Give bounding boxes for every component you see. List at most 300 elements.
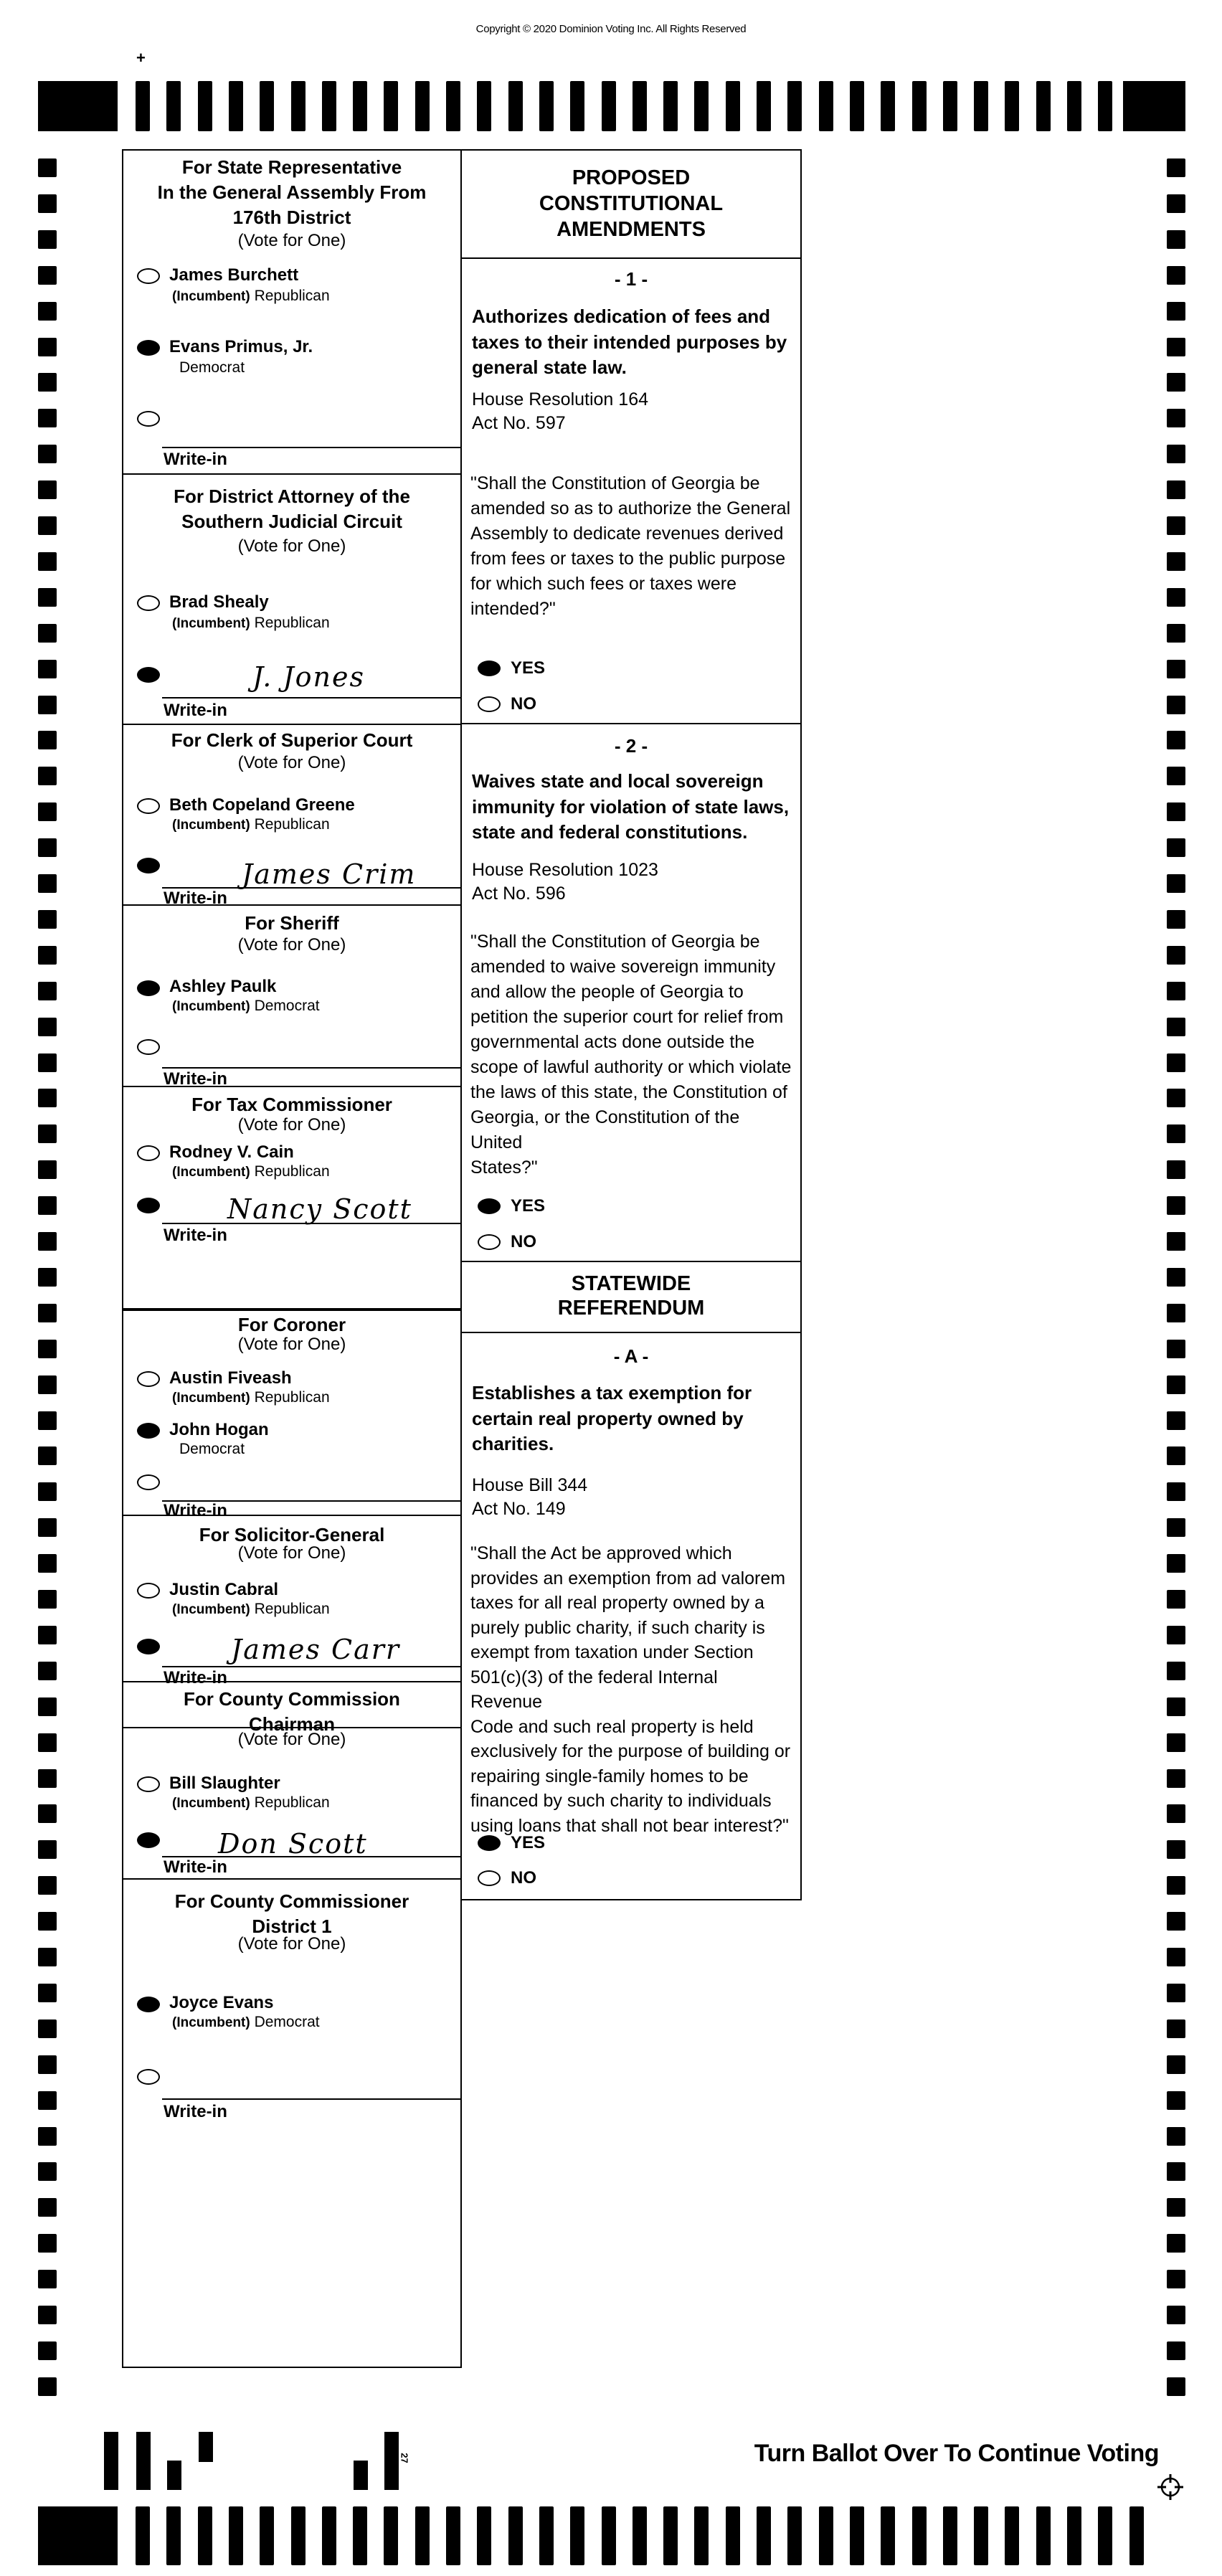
timing-bar [322,81,336,131]
candidate-oval-bill-slaughter[interactable] [137,1776,160,1792]
timing-bar [694,81,709,131]
timing-mark [1167,1733,1185,1752]
timing-mark [1167,2162,1185,2181]
timing-bar [1036,2506,1051,2565]
timing-mark [1167,1089,1185,1107]
timing-mark [38,1769,57,1788]
candidate-name: John Hogan [169,1420,269,1439]
write-in-oval[interactable] [137,411,160,427]
timing-bar [229,2506,243,2565]
timing-mark [38,1053,57,1072]
write-in-label: Write-in [164,1226,227,1245]
timing-bar [446,2506,460,2565]
candidate-oval-james-burchett[interactable] [137,268,160,284]
timing-mark [1167,480,1185,499]
timing-mark [38,660,57,678]
timing-mark [38,838,57,857]
write-in-handwriting[interactable]: Don Scott [218,1828,368,1860]
no-oval[interactable] [478,1234,501,1250]
timing-mark [1167,2341,1185,2360]
write-in-line[interactable] [162,697,460,699]
timing-mark [1167,516,1185,535]
timing-mark [38,552,57,571]
timing-bar [477,2506,491,2565]
question-text: "Shall the Act be approved which provides an exemption from ad valorem taxes for all real property owned by a purely public charity, if such charity is exempt from taxation under Section 501(c)(3) of the federal Internal Revenue Code and such real property is held exclusively for the purpose of building or repairing single-family homes to be financed by such charity to individuals using loans that shall not bear interest?" [470,1543,791,1836]
timing-bar [663,2506,678,2565]
timing-bar [881,81,895,131]
candidate-oval-rodney-cain[interactable] [137,1145,160,1161]
timing-mark [1167,409,1185,427]
timing-bar [508,2506,523,2565]
vote-for-instruction: (Vote for One) [237,1543,346,1563]
timing-mark [38,445,57,463]
timing-mark [1167,1876,1185,1895]
question-number: - A - [613,1345,649,1367]
contest-tax-commissioner [123,1087,460,1310]
timing-bar [1005,81,1019,131]
candidate-name: Evans Primus, Jr. [169,337,313,356]
write-in-handwriting[interactable]: James Carr [231,1634,401,1665]
timing-mark [1167,1804,1185,1823]
write-in-oval[interactable] [137,667,160,683]
contest-title: For County Commission Chairman [184,1688,400,1735]
timing-bar [384,2506,398,2565]
vote-for-instruction: (Vote for One) [237,231,346,250]
timing-bar [166,81,181,131]
timing-mark [1167,302,1185,321]
timing-bar [260,2506,274,2565]
vote-for-instruction: (Vote for One) [237,1934,346,1954]
yes-oval[interactable] [478,660,501,676]
timing-mark [1167,373,1185,392]
code-bar [354,2461,368,2490]
timing-mark [1167,2377,1185,2396]
timing-mark [38,2377,57,2396]
code-bar [136,2432,151,2490]
contest-title: For Sheriff [245,912,339,934]
timing-mark [1167,1268,1185,1287]
timing-mark [38,2091,57,2110]
timing-mark [1167,1626,1185,1644]
code-bar [104,2432,118,2490]
timing-bar [974,81,988,131]
timing-mark [38,1375,57,1394]
vote-for-instruction: (Vote for One) [237,1335,346,1354]
timing-bar [353,2506,367,2565]
timing-bar [787,81,802,131]
candidate-party: (Incumbent) Republican [172,615,330,631]
timing-bar [633,81,647,131]
timing-bar [136,81,150,131]
timing-bar [508,81,523,131]
referendum-header: STATEWIDE REFERENDUM [462,1262,800,1333]
timing-mark [1167,1304,1185,1322]
contest-county-commissioner-district-1 [123,1880,460,2369]
yes-oval[interactable] [478,1198,501,1214]
timing-mark [1167,1482,1185,1501]
timing-mark [1167,2234,1185,2253]
vote-for-instruction: (Vote for One) [237,1115,346,1135]
write-in-line[interactable] [162,1223,460,1224]
contest-title: For Coroner [237,1314,346,1335]
timing-mark [1167,1232,1185,1251]
timing-bar [757,81,771,131]
candidate-party: Democrat [179,359,245,376]
timing-mark [1167,194,1185,213]
timing-mark [38,696,57,714]
timing-mark [1167,230,1185,249]
timing-bar [1067,2506,1081,2565]
timing-bar [850,2506,864,2565]
timing-bar [633,2506,647,2565]
amendments-header: PROPOSED CONSTITUTIONAL AMENDMENTS [462,151,800,259]
timing-mark [38,1018,57,1036]
timing-bar [322,2506,336,2565]
timing-mark [38,2198,57,2217]
candidate-oval-austin-fiveash[interactable] [137,1371,160,1387]
contest-title: For Tax Commissioner [191,1094,392,1115]
write-in-label: Write-in [164,889,227,908]
timing-mark [1167,660,1185,678]
question-text: "Shall the Constitution of Georgia be amended so as to authorize the General Assembly to dedicate revenues derived from fees or taxes to the public purpose for which such fees or taxes were intended?" [470,473,791,619]
timing-bar [477,81,491,131]
timing-mark [38,1518,57,1537]
timing-bar [787,2506,802,2565]
timing-mark [38,480,57,499]
timing-bar [602,81,616,131]
contest-state-representative [123,151,460,475]
candidate-name: Ashley Paulk [169,977,277,996]
timing-mark [38,516,57,535]
timing-bar [726,2506,740,2565]
timing-mark [1167,266,1185,285]
timing-mark [1167,982,1185,1000]
timing-mark [1167,1554,1185,1573]
write-in-label: Write-in [164,1501,227,1520]
timing-mark [1167,1340,1185,1358]
timing-mark [38,1590,57,1609]
copyright-notice: Copyright © 2020 Dominion Voting Inc. All Rights Reserved [475,23,747,35]
vote-for-instruction: (Vote for One) [237,1730,346,1749]
candidate-party: (Incumbent) Republican [172,288,330,304]
timing-mark [1167,2306,1185,2324]
timing-mark [1167,1160,1185,1179]
timing-mark [38,624,57,643]
timing-mark [1167,552,1185,571]
timing-mark [1167,1662,1185,1680]
timing-mark [38,802,57,821]
timing-bar [943,2506,957,2565]
write-in-line[interactable] [162,1666,460,1667]
timing-mark [1167,1948,1185,1966]
contest-sheriff [123,906,460,1087]
candidate-oval-justin-cabral[interactable] [137,1583,160,1599]
timing-bar [1098,2506,1112,2565]
timing-mark [1167,767,1185,785]
contest-title: For District Attorney of the Southern Judicial Circuit [174,486,410,532]
turn-ballot-instruction: Turn Ballot Over To Continue Voting [754,2440,1159,2467]
contest-district-attorney [123,475,460,725]
bottom-left-corner-block [38,2506,118,2565]
write-in-label: Write-in [164,450,227,469]
candidate-oval-ashley-paulk[interactable] [137,980,160,996]
contests-column [122,149,462,2368]
timing-mark [38,1662,57,1680]
write-in-oval[interactable] [137,1198,160,1213]
timing-mark [38,1984,57,2002]
timing-mark [1167,1053,1185,1072]
timing-mark [38,731,57,749]
timing-mark [38,2127,57,2146]
candidate-name: James Burchett [169,265,299,285]
timing-bar [539,81,554,131]
candidate-name: Brad Shealy [169,592,269,612]
timing-mark [1167,1375,1185,1394]
code-bar [167,2461,181,2490]
timing-mark [1167,1411,1185,1430]
timing-bar [1036,81,1051,131]
write-in-line[interactable] [162,1067,460,1069]
timing-mark [1167,624,1185,643]
write-in-label: Write-in [164,1668,227,1687]
candidate-party: (Incumbent) Democrat [172,2014,320,2030]
timing-mark [38,2019,57,2038]
timing-mark [1167,1518,1185,1537]
timing-mark [38,588,57,607]
timing-bar [850,81,864,131]
candidate-name: Beth Copeland Greene [169,795,355,815]
timing-mark [38,1697,57,1716]
timing-mark [38,1948,57,1966]
timing-bar [229,81,243,131]
candidate-name: Bill Slaughter [169,1774,280,1793]
timing-mark [38,1124,57,1143]
timing-bar [415,2506,430,2565]
timing-bar [912,2506,927,2565]
contest-title: For Clerk of Superior Court [171,729,413,751]
timing-mark [1167,1018,1185,1036]
timing-bar [819,81,833,131]
write-in-line[interactable] [162,447,460,448]
timing-mark [1167,1196,1185,1215]
timing-bar [602,2506,616,2565]
timing-bar [570,2506,584,2565]
write-in-oval[interactable] [137,1639,160,1654]
timing-mark [1167,731,1185,749]
timing-mark [38,1446,57,1465]
timing-bar [757,2506,771,2565]
timing-mark [1167,838,1185,857]
question-summary: Waives state and local sovereign immunity for violation of state laws, state and federal constitutions. [472,770,790,843]
timing-mark [1167,802,1185,821]
timing-mark [38,302,57,321]
timing-bar [291,2506,306,2565]
write-in-oval[interactable] [137,1474,160,1490]
timing-mark [38,910,57,929]
top-right-corner-block [1123,81,1185,131]
timing-mark [1167,2055,1185,2074]
question-summary: Establishes a tax exemption for certain real property owned by charities. [472,1382,752,1454]
candidate-oval-evans-primus[interactable] [137,340,160,356]
vote-for-instruction: (Vote for One) [237,536,346,556]
candidate-oval-brad-shealy[interactable] [137,595,160,611]
timing-bar [166,2506,181,2565]
question-reference: House Resolution 1023 Act No. 596 [472,860,658,904]
candidate-oval-joyce-evans[interactable] [137,1997,160,2012]
referendum-a: - A - Establishes a tax exemption for certain real property owned by charities. House Bill 344 Act No. 149 "Shall the Act be approved which provides an exemption from ad valorem taxes for all real property owned by a purely public charity, if such charity is exempt from taxation under Section 501(c)(3) of the federal Internal Revenue Code and such real property is held exclusively for the purpose of building or repairing single-family homes to be financed by such charity to individuals using loans that shall not bear interest?" YES NO [462,1333,800,1902]
candidate-oval-beth-copeland-greene[interactable] [137,798,160,814]
no-oval[interactable] [478,696,501,712]
yes-oval[interactable] [478,1835,501,1851]
timing-bar [198,2506,212,2565]
timing-mark [38,1089,57,1107]
timing-mark [1167,1984,1185,2002]
questions-column [460,149,802,1900]
contest-county-commission-chairman [123,1681,460,1880]
timing-mark [1167,2091,1185,2110]
write-in-label: Write-in [164,2102,227,2121]
question-summary: Authorizes dedication of fees and taxes to their intended purposes by general state law. [472,306,787,378]
timing-bar [136,2506,150,2565]
timing-mark [1167,946,1185,965]
write-in-label: Write-in [164,1857,227,1877]
contest-coroner [123,1308,460,1520]
write-in-handwriting[interactable]: James Crim [242,858,417,890]
write-in-oval[interactable] [137,1039,160,1055]
timing-mark [38,2162,57,2181]
timing-mark [1167,1124,1185,1143]
amendment-2: - 2 - Waives state and local sovereign immunity for violation of state laws, state and federal constitutions. House Resolution 1023 Act No. 596 "Shall the Constitution of Georgia be amended to waive sovereign immunity and allow the people of Georgia to petition the superior court for relief from governmental acts done outside the scope of lawful authority or which violate the laws of this state, the Constitution of Georgia, or the Constitution of the United States?" YES NO [462,724,800,1262]
timing-bar [198,81,212,131]
timing-bar [1129,2506,1144,2565]
timing-mark [38,373,57,392]
candidate-oval-john-hogan[interactable] [137,1423,160,1439]
timing-mark [38,1554,57,1573]
contest-clerk-superior-court [123,725,460,906]
no-oval[interactable] [478,1870,501,1886]
timing-bar [1005,2506,1019,2565]
candidate-name: Justin Cabral [169,1580,279,1599]
timing-mark [38,230,57,249]
candidate-party: (Incumbent) Democrat [172,998,320,1014]
vote-for-instruction: (Vote for One) [237,753,346,772]
timing-mark [1167,910,1185,929]
timing-mark [38,767,57,785]
timing-mark [38,1912,57,1931]
timing-mark [1167,874,1185,893]
timing-mark [38,1411,57,1430]
question-number: - 2 - [614,735,648,757]
write-in-line[interactable] [162,2098,460,2100]
timing-mark [38,946,57,965]
code-bar [199,2432,213,2462]
timing-mark [38,2306,57,2324]
write-in-label: Write-in [164,701,227,720]
timing-mark [38,874,57,893]
question-text: "Shall the Constitution of Georgia be amended to waive sovereign immunity and allow the people of Georgia to petition the superior court for relief from governmental acts done outside the scope of lawful authority or which violate the laws of this state, the Constitution of Georgia, or the Constitution of the United States?" [470,932,792,1178]
write-in-handwriting[interactable]: Nancy Scott [227,1193,412,1225]
candidate-name: Austin Fiveash [169,1368,292,1388]
timing-bar [663,81,678,131]
timing-mark [38,1733,57,1752]
timing-mark [1167,1697,1185,1716]
timing-bar [539,2506,554,2565]
question-reference: House Bill 344 Act No. 149 [472,1475,588,1519]
timing-bar [260,81,274,131]
timing-mark [1167,2019,1185,2038]
candidate-name: Joyce Evans [169,1993,274,2012]
timing-mark [1167,158,1185,177]
top-left-corner-block [38,81,118,131]
timing-bar [1067,81,1081,131]
timing-mark [38,1304,57,1322]
timing-mark [38,2055,57,2074]
timing-bar [943,81,957,131]
timing-mark [1167,588,1185,607]
amendment-1: - 1 - Authorizes dedication of fees and taxes to their intended purposes by general state law. House Resolution 164 Act No. 597 "Shall the Constitution of Georgia be amended so as to authorize the General Assembly to dedicate revenues derived from fees or taxes to the public purpose for which such fees or taxes were intended?" YES NO [462,259,800,724]
timing-mark [38,1232,57,1251]
timing-mark [1167,2270,1185,2288]
timing-bar [881,2506,895,2565]
candidate-party: (Incumbent) Republican [172,816,330,833]
candidate-party: (Incumbent) Republican [172,1389,330,1406]
timing-bar [694,2506,709,2565]
timing-mark [38,1626,57,1644]
timing-bar [1098,81,1112,131]
timing-bar [291,81,306,131]
write-in-oval[interactable] [137,2069,160,2085]
timing-mark [38,2270,57,2288]
candidate-party: (Incumbent) Republican [172,1794,330,1811]
registration-target-icon [1156,2473,1185,2501]
write-in-oval[interactable] [137,1832,160,1848]
timing-mark [38,194,57,213]
timing-mark [38,1840,57,1859]
timing-mark [1167,2198,1185,2217]
timing-mark [38,266,57,285]
timing-mark [38,409,57,427]
timing-mark [1167,696,1185,714]
candidate-name: Rodney V. Cain [169,1142,294,1162]
timing-mark [38,2234,57,2253]
timing-mark [38,338,57,356]
timing-mark [38,1482,57,1501]
question-reference: House Resolution 164 Act No. 597 [472,389,648,433]
timing-mark [38,982,57,1000]
ballot-style-number: 27 [399,2453,410,2463]
registration-mark-icon: + [136,49,146,67]
write-in-oval[interactable] [137,858,160,873]
contest-title: For County Commissioner District 1 [174,1890,409,1937]
contest-title: For Solicitor-General [199,1524,385,1545]
timing-mark [1167,1840,1185,1859]
write-in-label: Write-in [164,1069,227,1089]
timing-mark [1167,1912,1185,1931]
write-in-handwriting[interactable]: J. Jones [252,661,366,693]
candidate-party: (Incumbent) Republican [172,1601,330,1617]
timing-mark [1167,445,1185,463]
timing-mark [38,1804,57,1823]
timing-mark [38,2341,57,2360]
question-number: - 1 - [614,268,648,290]
candidate-party: Democrat [179,1441,245,1457]
timing-mark [38,1160,57,1179]
timing-bar [570,81,584,131]
timing-bar [974,2506,988,2565]
vote-for-instruction: (Vote for One) [237,935,346,955]
timing-mark [1167,338,1185,356]
timing-bar [819,2506,833,2565]
